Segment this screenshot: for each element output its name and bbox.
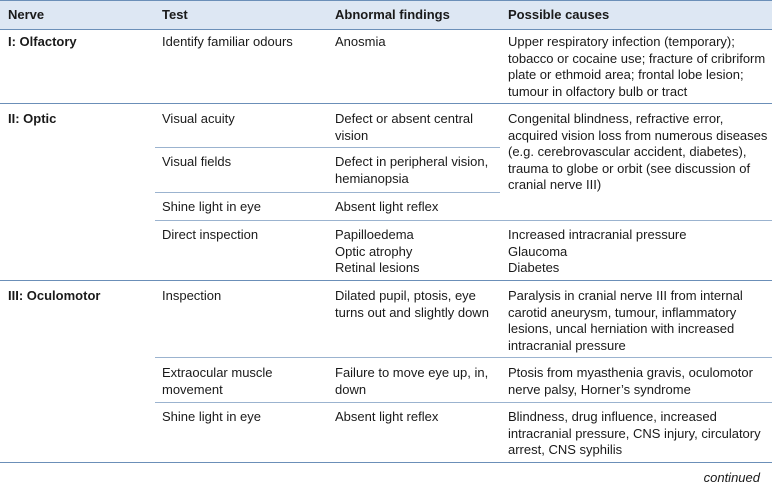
row-divider [0, 280, 772, 281]
row-divider [155, 192, 500, 193]
nerve-oculomotor: III: Oculomotor [8, 288, 101, 303]
test-cell: Inspection [162, 288, 222, 303]
finding-cell: Papilloedema Optic atrophy Retinal lesions [335, 227, 420, 275]
causes-cell: Blindness, drug influence, increased intracranial pressure, CNS injury, circulatory arrest, CNS syphilis [508, 409, 761, 457]
test-cell: Identify familiar odours [162, 34, 293, 49]
row-divider [155, 402, 772, 403]
test-cell: Visual acuity [162, 111, 235, 126]
causes-cell: Increased intracranial pressure Glaucoma Diabetes [508, 227, 687, 275]
finding-cell: Failure to move eye up, in, down [335, 365, 489, 397]
row-divider [155, 147, 500, 148]
test-cell: Shine light in eye [162, 409, 262, 424]
test-cell: Extraocular muscle movement [162, 365, 273, 397]
finding-cell: Defect or absent central vision [335, 111, 474, 143]
causes-cell: Upper respiratory infection (temporary); tobacco or cocaine use; fracture of cribriform plate or ethmoid area; frontal lobe lesion; tumour in olfactory bulb or tract [508, 34, 766, 99]
row-divider [155, 357, 772, 358]
header-possible-causes: Possible causes [508, 7, 610, 22]
causes-cell: Ptosis from myasthenia gravis, oculomotor nerve palsy, Horner’s syndrome [508, 365, 753, 397]
causes-cell: Paralysis in cranial nerve III from internal carotid aneurysm, tumour, inflammatory lesions, uncal herniation with increased intracranial pressure [508, 288, 743, 353]
continued-label: continued [703, 470, 760, 485]
finding-cell: Dilated pupil, ptosis, eye turns out and slightly down [335, 288, 489, 320]
header-nerve: Nerve [8, 7, 45, 22]
row-divider [155, 220, 772, 221]
table-bottom-border [0, 462, 772, 463]
test-cell: Direct inspection [162, 227, 259, 242]
row-divider [0, 103, 772, 104]
test-cell: Shine light in eye [162, 199, 262, 214]
finding-cell: Anosmia [335, 34, 386, 49]
table-header [0, 0, 772, 30]
test-cell: Visual fields [162, 154, 232, 169]
causes-cell: Congenital blindness, refractive error, acquired vision loss from numerous diseases (e.g. cerebrovascular accident, diabetes), trauma to globe or orbit (see discussion of cranial nerve III) [508, 111, 768, 192]
finding-cell: Defect in peripheral vision, hemianopsia [335, 154, 489, 186]
finding-cell: Absent light reflex [335, 409, 439, 424]
nerve-optic: II: Optic [8, 111, 57, 126]
header-abnormal-findings: Abnormal findings [335, 7, 450, 22]
nerve-olfactory: I: Olfactory [8, 34, 77, 49]
header-test: Test [162, 7, 188, 22]
finding-cell: Absent light reflex [335, 199, 439, 214]
